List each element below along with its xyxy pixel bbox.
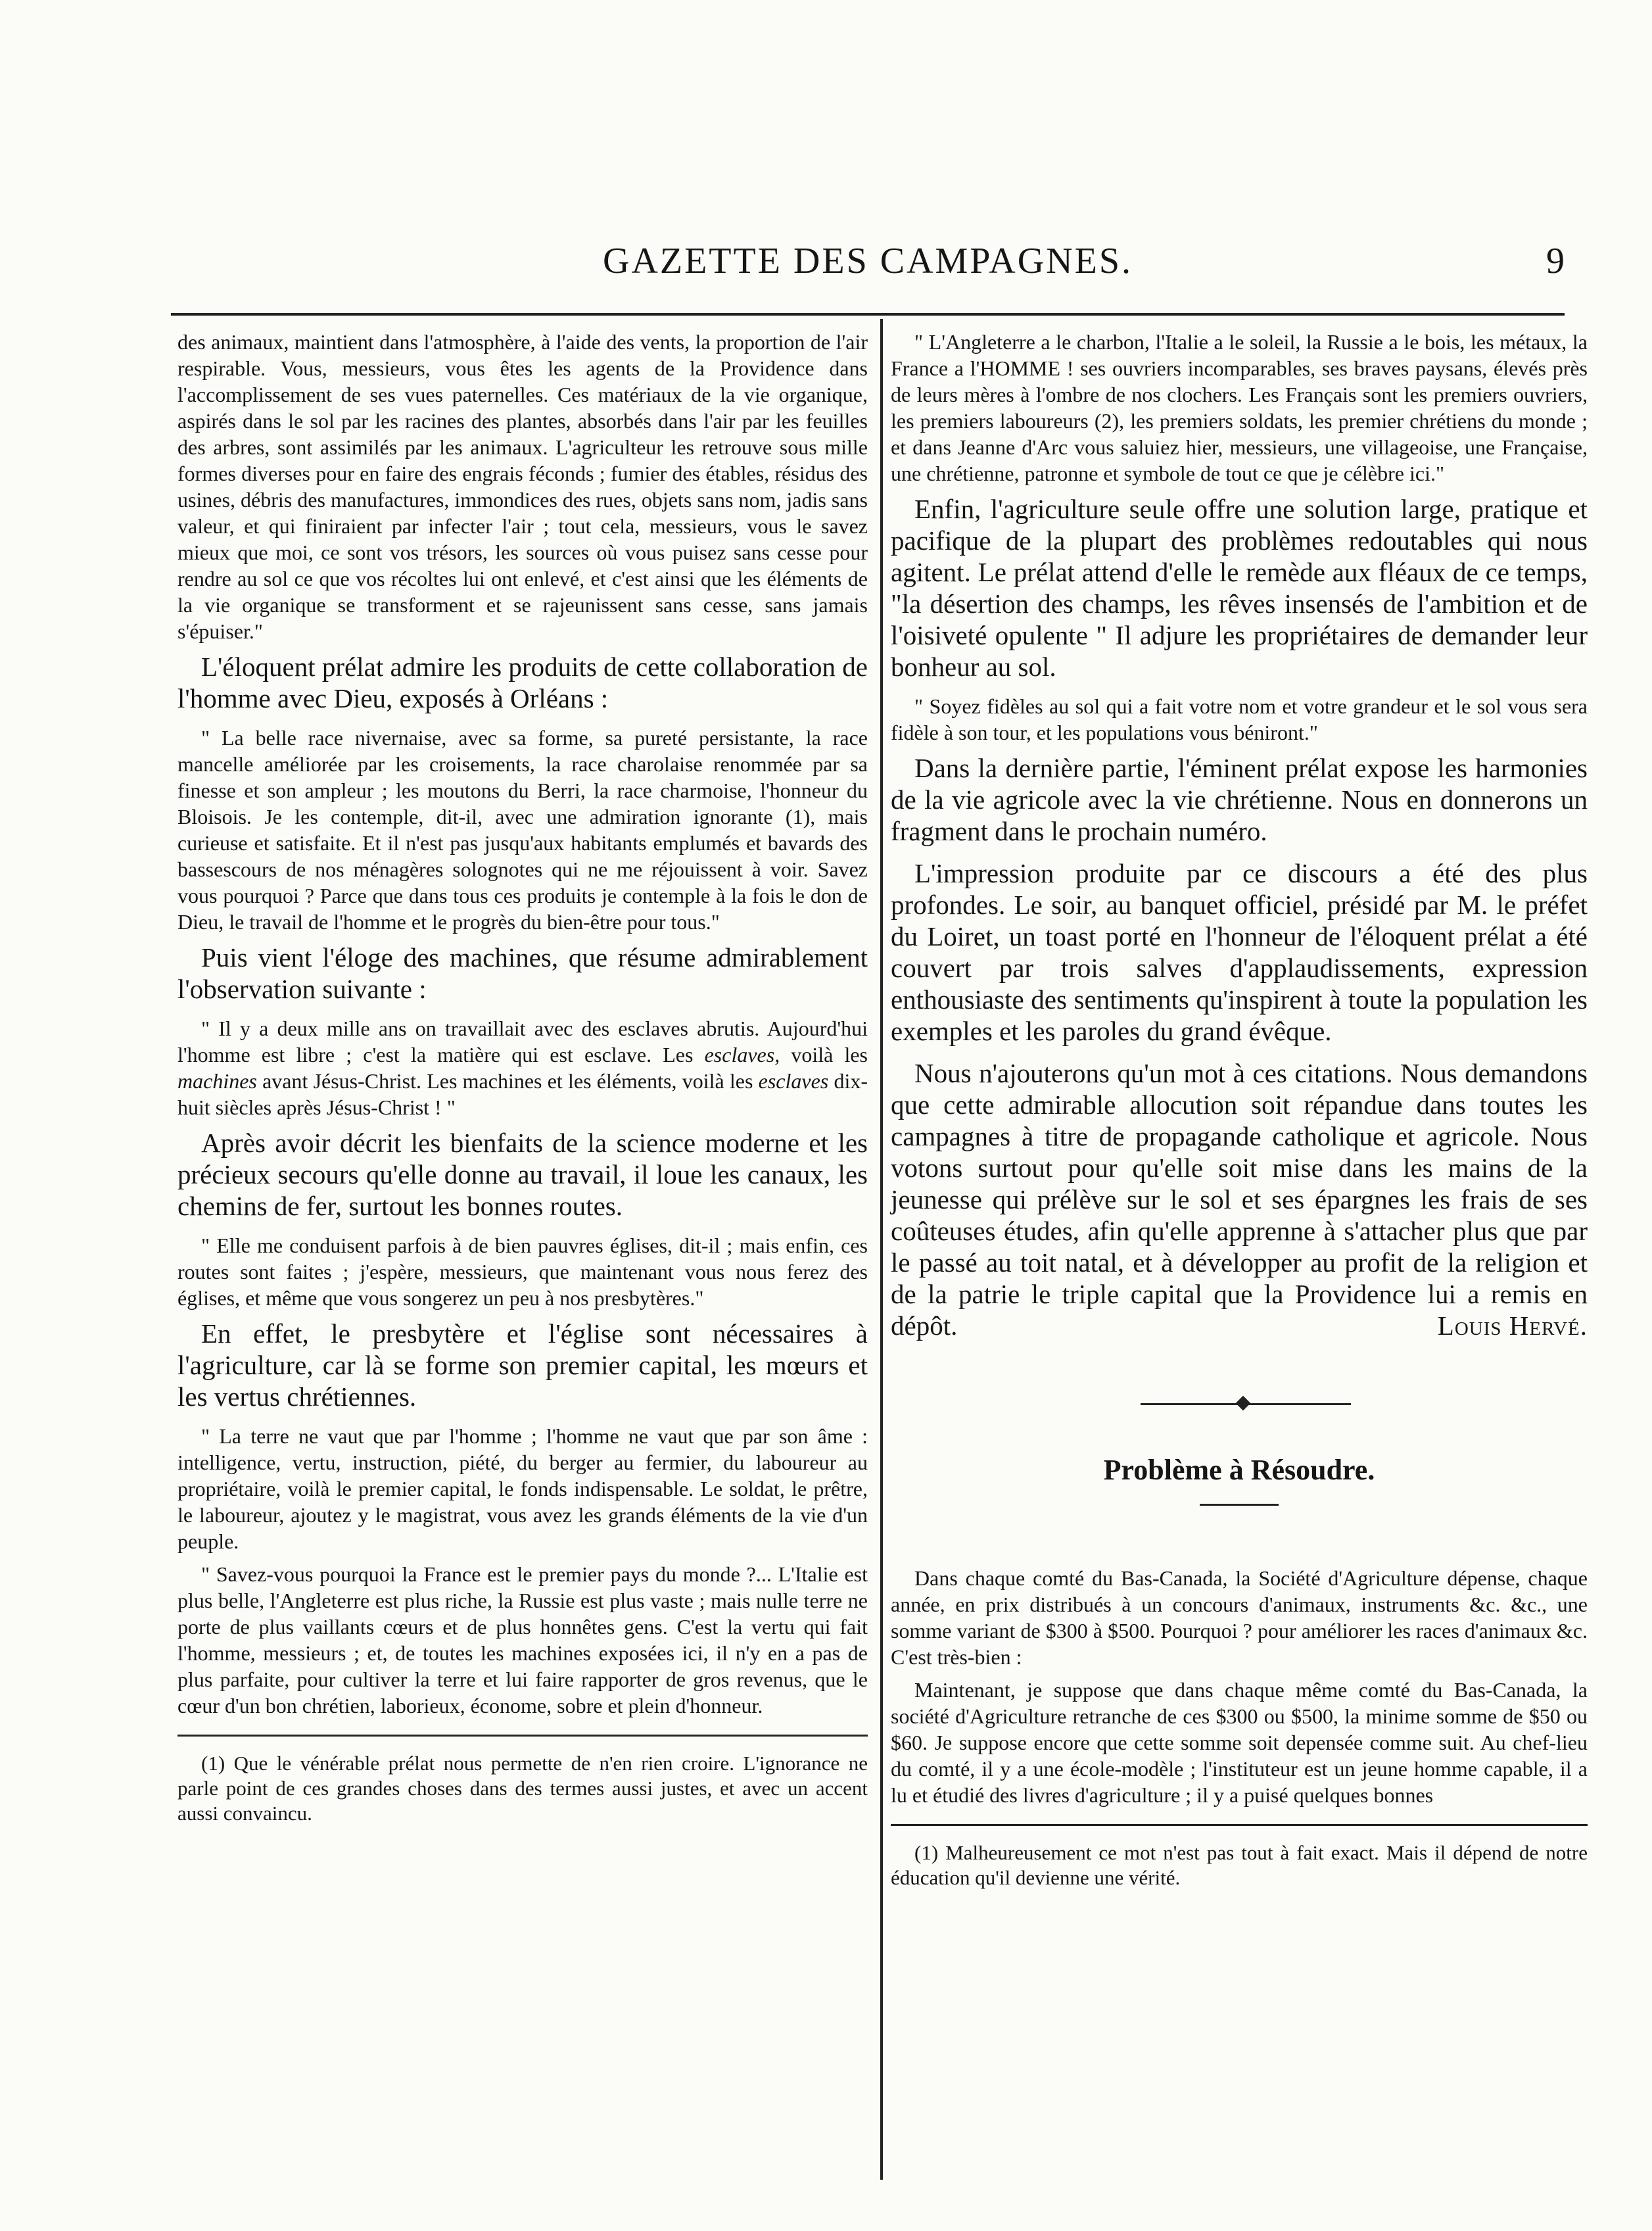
quote-continuation: des animaux, maintient dans l'atmosphère, à l'aide des vents, la proportion de l'air respirable. Vous, messieurs, vous êtes les agents de la Providence dans l'accomplissement de ses vues paternelles. Ces matériaux de la vie organique, aspirés dans le sol par les racines des plantes, absorbés dans l'air par les feuilles des arbres, sont assimilés par les animaux. L'agriculteur les retrouve sous mille formes diverses pour en faire des engrais féconds ; fumier des étables, résidus des usines, débris des manufactures, immondices des rues, objets sans nom, jadis sans valeur, et qui finiraient par infecter l'air ; tout cela, messieurs, vous le savez mieux que moi, ce sont vos trésors, les sources où vous puisez sans cesse pour rendre au sol ce que vos récoltes lui ont enlevé, et c'est ainsi que les éléments de la vie organique se transforment et se rajeunissent sans cesse, sans jamais s'épuiser." [177, 330, 868, 643]
running-header [171, 240, 1565, 299]
paragraph-impression: L'impression produite par ce discours a été des plus profondes. Le soir, au banquet officiel, présidé par M. le préfet du Loiret, un toast porté en l'honneur de l'éloquent prélat a été couvert par trois salves d'applaudissements, expression enthousiaste des sentiments qu'inspirent à toute la population les exemples et les paroles du grand évêque. [891, 858, 1588, 1046]
header-rule [171, 313, 1565, 316]
newspaper-title: GAZETTE DES CAMPAGNES. [603, 241, 1133, 281]
quote-esclaves: " Il y a deux mille ans on travaillait avec des esclaves abrutis. Aujourd'hui l'homme est libre ; c'est la matière qui est esclave. Les esclaves, voilà les machines avant Jésus-Christ. Les machines et les éléments, voilà les esclaves dix-huit siècles après Jésus-Christ ! " [177, 1017, 868, 1119]
paragraph-bas-canada: Dans chaque comté du Bas-Canada, la Société d'Agriculture dépense, chaque année, en prix distribués à un concours d'animaux, instruments &c. &c., une somme variant de $300 à $500. Pourquoi ? pour améliorer les races d'animaux &c. C'est très-bien : [891, 1566, 1588, 1669]
footnote-rule [891, 1824, 1588, 1826]
paragraph-conclusion: Nous n'ajouterons qu'un mot à ces citations. Nous demandons que cette admirable allocution soit répandue dans toutes les campagnes à titre de propagande catholique et agricole. Nous votons surtout pour qu'elle soit mise dans les mains de la jeunesse qui prélève sur le sol et ses épargnes les frais de ses coûteuses études, afin qu'elle apprenne à s'attacher plus que par le passé au toit natal, et à développer au profit de la religion et de la patrie le triple capital que la Providence lui a remis en dépôt. Louis Hervé. [891, 1058, 1588, 1341]
footnote-rule [177, 1735, 868, 1737]
paragraph-enfin: Enfin, l'agriculture seule offre une solution large, pratique et pacifique de la plupart des problèmes redoutables qui nous agitent. Le prélat attend d'elle le remède aux fléaux de ce temps, "la désertion des champs, les rêves insensés de l'ambition et de l'oisiveté opulente " Il adjure les propriétaires de demander leur bonheur au sol. [891, 494, 1588, 682]
quote-france: " Savez-vous pourquoi la France est le premier pays du monde ?... L'Italie est plus belle, l'Angleterre est plus riche, la Russie est plus vaste ; mais nulle terre ne porte de plus vaillants cœurs et de plus honnêtes gens. C'est la vertu qui fait l'homme, messieurs ; et, de toutes les machines exposées ici, il n'y en a pas de plus parfaite, pour cultiver la terre et lui faire rapporter de gros revenus, que le cœur d'un bon chrétien, laborieux, économe, sobre et plein d'honneur. [177, 1562, 868, 1717]
paragraph-routes: Après avoir décrit les bienfaits de la science moderne et les précieux secours qu'elle donne au travail, il loue les canaux, les chemins de fer, surtout les bonnes routes. [177, 1128, 868, 1221]
paragraph-presbytere: En effet, le presbytère et l'église sont nécessaires à l'agriculture, car là se forme son premier capital, les mœurs et les vertus chrétiennes. [177, 1318, 868, 1412]
right-column [891, 329, 1588, 1890]
quote-soyez-fideles: " Soyez fidèles au sol qui a fait votre nom et votre grandeur et le sol vous sera fidèle à son tour, et les populations vous béniront." [891, 694, 1588, 744]
footnote-right: (1) Malheureusement ce mot n'est pas tout à fait exact. Mais il dépend de notre éducation qu'il devienne une vérité. [891, 1841, 1588, 1889]
footnote-left: (1) Que le vénérable prélat nous permette de n'en rien croire. L'ignorance ne parle point de ces grandes choses dans des termes aussi justes, et avec un accent aussi convaincu. [177, 1752, 868, 1825]
page-number: 9 [1546, 241, 1565, 281]
author-signature: Louis Hervé. [1437, 1310, 1588, 1341]
quote-terre: " La terre ne vaut que par l'homme ; l'homme ne vaut que par son âme : intelligence, vertu, instruction, piété, du berger au fermier, du laboureur au propriétaire, voilà le premier capital, le fonds indispensable. Le soldat, le prêtre, le laboureur, ajoutez y le magistrat, vous avez les grands éléments de la vie d'un peuple. [177, 1424, 868, 1553]
quote-angleterre: " L'Angleterre a le charbon, l'Italie a le soleil, la Russie a le bois, les métaux, la France a l'HOMME ! ses ouvriers incomparables, ses braves paysans, élevés près de leurs mères à l'ombre de nos clochers. Les Français sont les premiers ouvriers, les premiers laboureurs (2), les premiers soldats, les premier chrétiens du monde ; et dans Jeanne d'Arc vous saluiez hier, messieurs, une villageoise, une Française, une chrétienne, patronne et symbole de tout ce que je célèbre ici." [891, 330, 1588, 485]
paragraph-eloquent-prelat: L'éloquent prélat admire les produits de cette collaboration de l'homme avec Dieu, exposés à Orléans : [177, 652, 868, 713]
title-rule [1200, 1504, 1279, 1506]
section-ornament [891, 1391, 1588, 1418]
section-title: Problème à Résoudre. [1103, 1454, 1375, 1486]
column-divider [880, 319, 883, 2180]
paragraph-machines: Puis vient l'éloge des machines, que résume admirablement l'observation suivante : [177, 942, 868, 1004]
quote-races: " La belle race nivernaise, avec sa forme, sa pureté persistante, la race mancelle améliorée par les croisements, la race charolaise renommée par sa finesse et son ampleur ; les moutons du Berri, la race charmoise, l'honneur du Bloisois. Je les contemple, dit-il, avec une admiration ignorante (1), mais curieuse et satisfaite. Et il n'est pas jusqu'aux habitants emplumés et bavards des bassescours de nos ménagères solognotes qui ne me réjouissent à voir. Savez vous pourquoi ? Parce que dans tous ces produits je contemple à la fois le don de Dieu, le travail de l'homme et le progrès du bien-être pour tous." [177, 726, 868, 934]
paragraph-derniere-partie: Dans la dernière partie, l'éminent prélat expose les harmonies de la vie agricole avec la vie chrétienne. Nous en donnerons un fragment dans le prochain numéro. [891, 753, 1588, 846]
paragraph-maintenant: Maintenant, je suppose que dans chaque même comté du Bas-Canada, la société d'Agriculture retranche de ces $300 ou $500, la minime somme de $50 ou $60. Je suppose encore que cette somme soit depensée comme suit. Au chef-lieu du comté, il y a une école-modèle ; l'instituteur est un jeune homme capable, il a lu et étudié des livres d'agriculture ; il y a puisé quelques bonnes [891, 1678, 1588, 1807]
left-column [177, 329, 868, 1826]
quote-eglises: " Elle me conduisent parfois à de bien pauvres églises, dit-il ; mais enfin, ces routes sont faites ; j'espère, messieurs, que maintenant vous nous ferez des églises, et même que vous songerez un peu à nos presbytères." [177, 1234, 868, 1310]
